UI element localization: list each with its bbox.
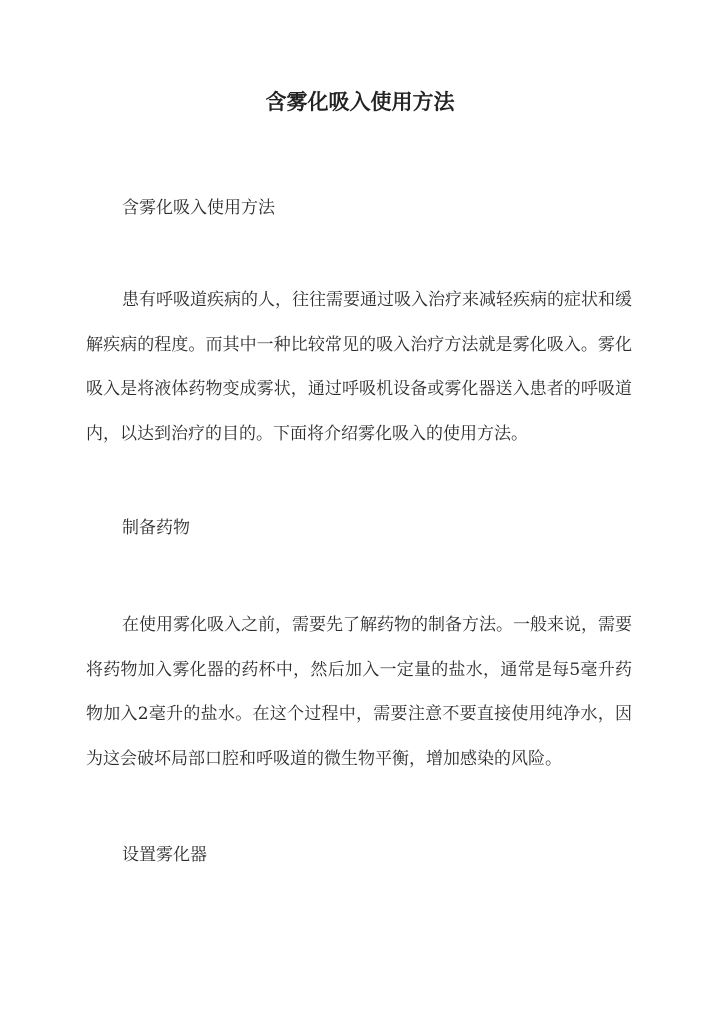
paragraph-line: 吸入是将液体药物变成雾状，通过呼吸机设备或雾化器送入患者的呼吸道 — [86, 379, 632, 399]
document-title: 含雾化吸入使用方法 — [265, 89, 455, 114]
paragraph-line: 为这会破坏局部口腔和呼吸道的微生物平衡，增加感染的风险。 — [86, 748, 562, 769]
paragraph-prepare — [86, 603, 632, 781]
paragraph-line: 内，以达到治疗的目的。下面将介绍雾化吸入的使用方法。 — [86, 423, 528, 444]
paragraph-line: 将药物加入雾化器的药杯中，然后加入一定量的盐水，通常是每5毫升药 — [86, 659, 632, 680]
section-heading-prepare: 制备药物 — [122, 518, 190, 538]
paragraph-line: 在使用雾化吸入之前，需要先了解药物的制备方法。一般来说，需要 — [122, 615, 632, 635]
section-heading-setup: 设置雾化器 — [122, 845, 207, 865]
section-heading-intro: 含雾化吸入使用方法 — [122, 198, 275, 218]
paragraph-line: 患有呼吸道疾病的人，往往需要通过吸入治疗来减轻疾病的症状和缓 — [122, 290, 632, 310]
paragraph-line: 解疾病的程度。而其中一种比较常见的吸入治疗方法就是雾化吸入。雾化 — [86, 334, 632, 355]
paragraph-line: 物加入2毫升的盐水。在这个过程中，需要注意不要直接使用纯净水，因 — [86, 704, 632, 724]
paragraph-intro — [86, 278, 632, 456]
